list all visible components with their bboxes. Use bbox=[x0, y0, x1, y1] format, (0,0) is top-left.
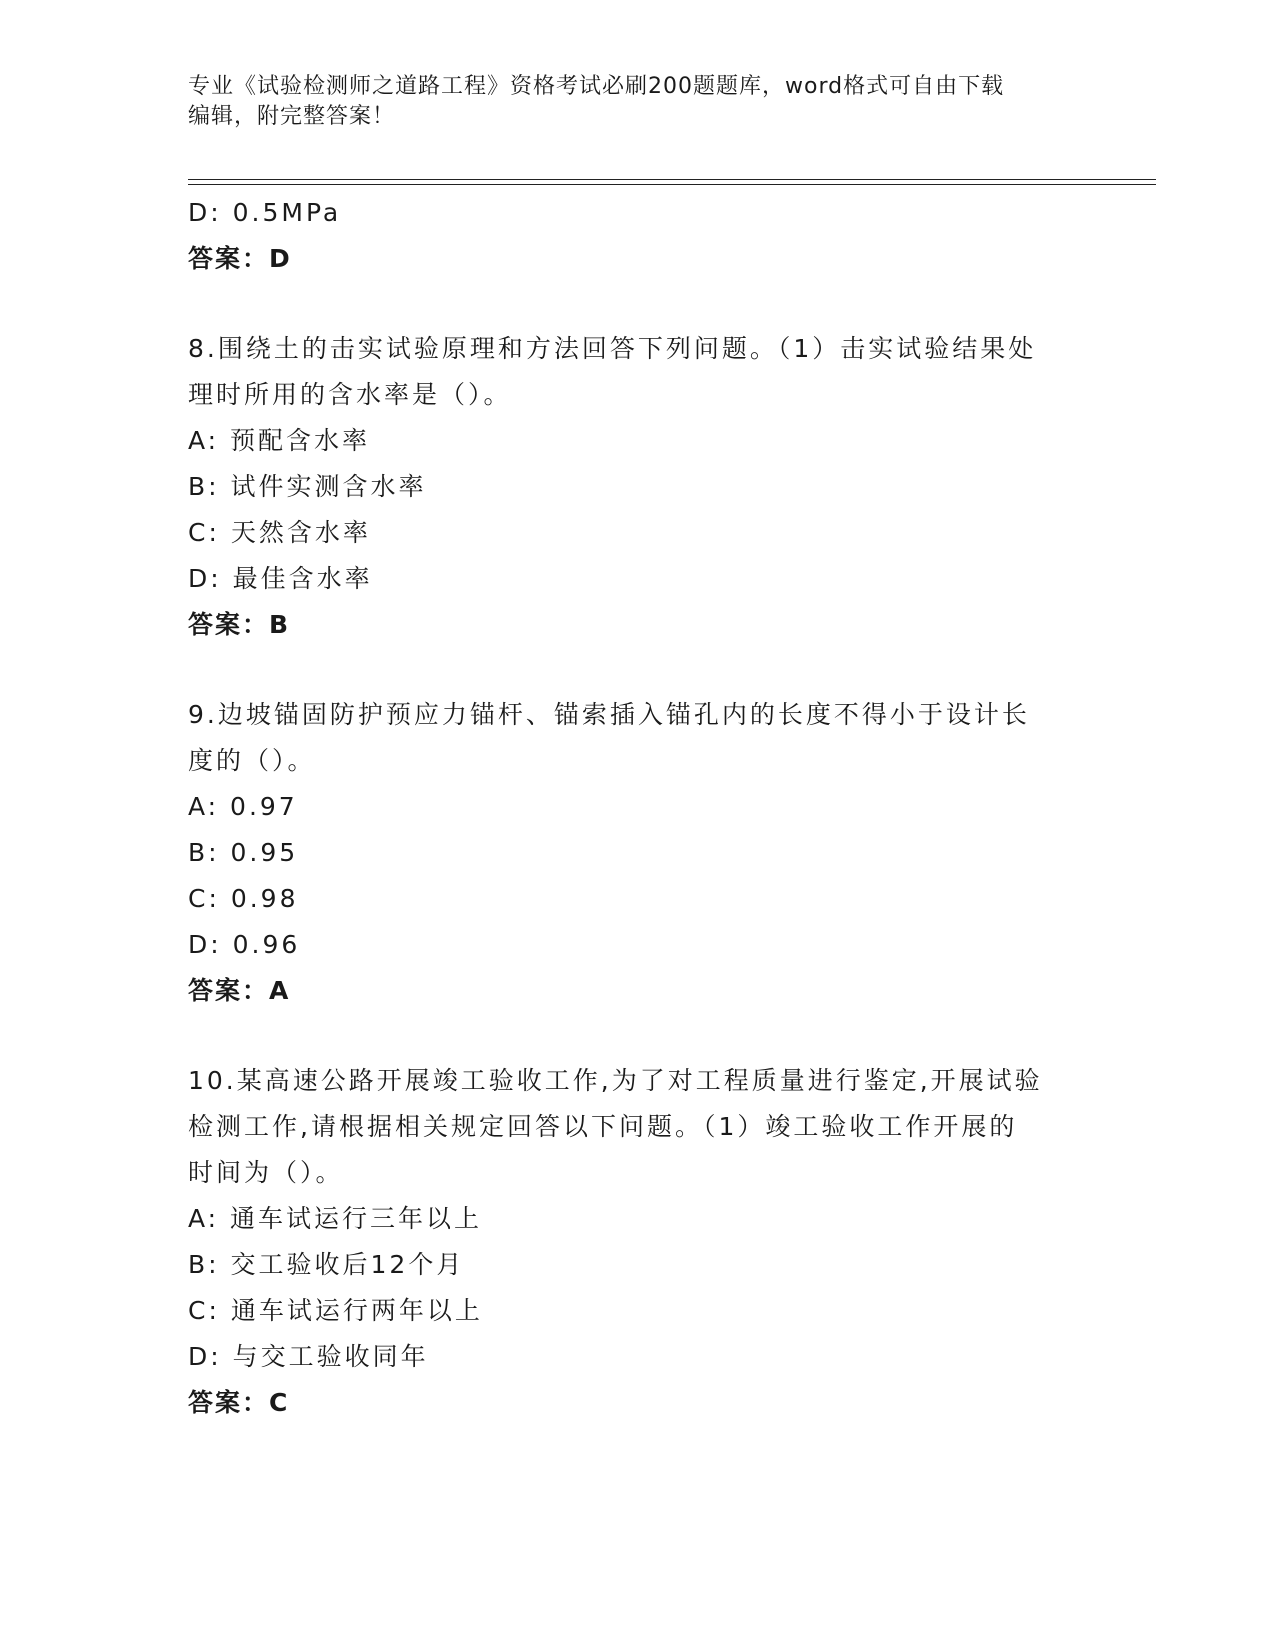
question-text-line: 时间为（）。 bbox=[188, 1158, 344, 1187]
option-b: B: 交工验收后12个月 bbox=[188, 1250, 465, 1279]
option-d: D: 最佳含水率 bbox=[188, 564, 373, 593]
question-text-line: 理时所用的含水率是（）。 bbox=[188, 380, 512, 409]
document-header bbox=[188, 72, 1088, 132]
question-9 bbox=[188, 692, 1088, 1014]
option-d: D: 与交工验收同年 bbox=[188, 1342, 429, 1371]
option-a: A: 通车试运行三年以上 bbox=[188, 1204, 483, 1233]
answer: 答案：D bbox=[188, 244, 292, 273]
option-c: C: 通车试运行两年以上 bbox=[188, 1296, 483, 1325]
document-body bbox=[188, 190, 1088, 1426]
header-divider-bottom bbox=[188, 184, 1156, 185]
spacer bbox=[188, 648, 1088, 692]
header-line-2: 编辑，附完整答案！ bbox=[188, 104, 396, 129]
spacer bbox=[188, 1014, 1088, 1058]
question-8 bbox=[188, 326, 1088, 648]
option-b: B: 试件实测含水率 bbox=[188, 472, 427, 501]
question-10 bbox=[188, 1058, 1088, 1426]
answer: 答案：A bbox=[188, 976, 291, 1005]
option-a: A: 0.97 bbox=[188, 792, 298, 821]
option-d: D: 0.5MPa bbox=[188, 198, 342, 227]
answer: 答案：C bbox=[188, 1388, 290, 1417]
option-b: B: 0.95 bbox=[188, 838, 299, 867]
question-text-line: 9.边坡锚固防护预应力锚杆、锚索插入锚孔内的长度不得小于设计长 bbox=[188, 700, 1030, 729]
spacer bbox=[188, 282, 1088, 326]
question-text-line: 度的（）。 bbox=[188, 746, 316, 775]
question-7-tail bbox=[188, 190, 1088, 282]
header-divider-top bbox=[188, 179, 1156, 180]
option-d: D: 0.96 bbox=[188, 930, 301, 959]
option-a: A: 预配含水率 bbox=[188, 426, 371, 455]
option-c: C: 0.98 bbox=[188, 884, 299, 913]
question-text-line: 10.某高速公路开展竣工验收工作,为了对工程质量进行鉴定,开展试验 bbox=[188, 1066, 1043, 1095]
question-text-line: 8.围绕土的击实试验原理和方法回答下列问题。（1）击实试验结果处 bbox=[188, 334, 1037, 363]
option-c: C: 天然含水率 bbox=[188, 518, 371, 547]
question-text-line: 检测工作,请根据相关规定回答以下问题。（1）竣工验收工作开展的 bbox=[188, 1112, 1018, 1141]
answer: 答案：B bbox=[188, 610, 291, 639]
header-line-1: 专业《试验检测师之道路工程》资格考试必刷200题题库，word格式可自由下载 bbox=[188, 74, 1005, 99]
